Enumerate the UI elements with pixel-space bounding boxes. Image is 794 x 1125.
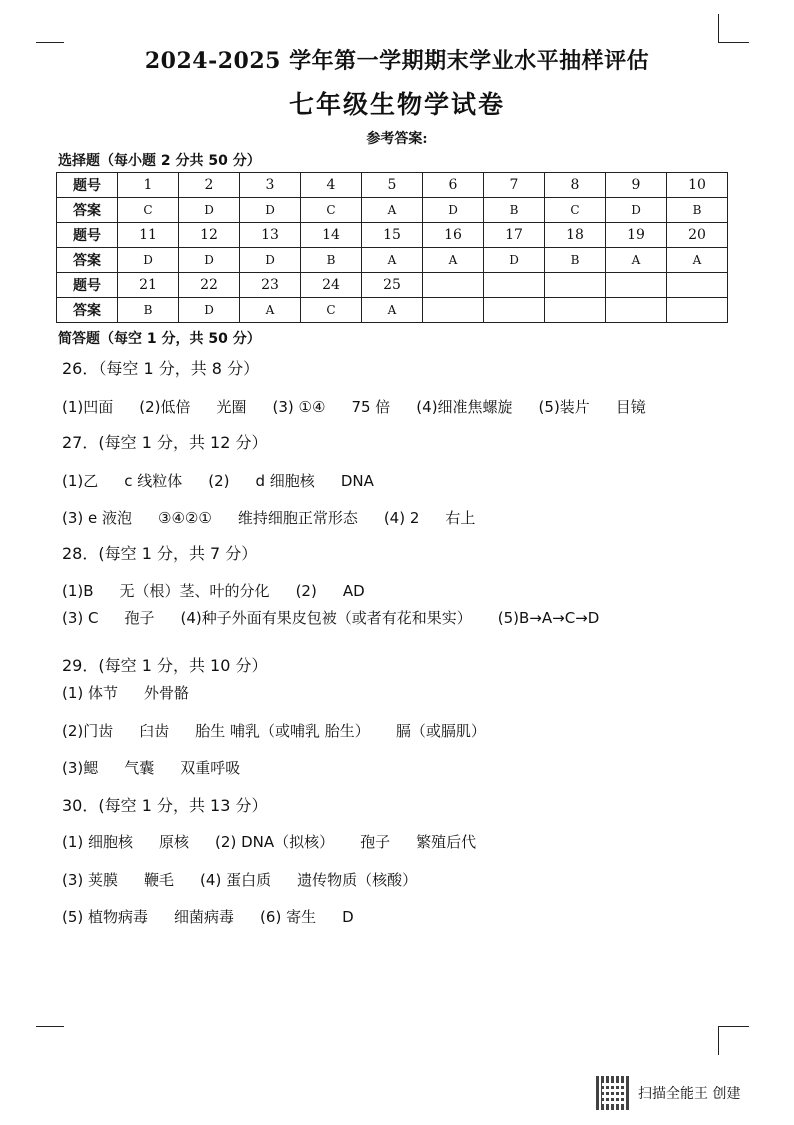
answer-segment: (5)B→A→C→D [497, 609, 600, 627]
question-number-cell: 16 [423, 223, 484, 248]
question-number-cell [423, 273, 484, 298]
row-header: 题号 [57, 223, 118, 248]
answer-cell: A [362, 198, 423, 223]
answer-segment: 原核 [159, 833, 190, 851]
answer-cell: B [667, 198, 728, 223]
answer-cell: D [179, 298, 240, 323]
answer-line [62, 906, 380, 927]
answer-line [62, 757, 266, 778]
answer-segment: (6) 寄生 [260, 908, 317, 926]
question-heading: 29．(每空 1 分，共 10 分） [62, 656, 268, 675]
answer-line [62, 507, 501, 528]
row-header: 答案 [57, 198, 118, 223]
answer-segment: (1) 细胞核 [62, 833, 134, 851]
question-number-cell: 21 [118, 273, 179, 298]
scanner-watermark [596, 1075, 740, 1111]
answer-line [62, 470, 400, 491]
question-number-cell: 4 [301, 173, 362, 198]
answer-segment: 孢子 [360, 833, 391, 851]
question-number-cell: 23 [240, 273, 301, 298]
question-heading: 27．(每空 1 分，共 12 分） [62, 433, 268, 452]
answer-segment: ③④②① [158, 509, 212, 527]
question-number-cell [484, 273, 545, 298]
answer-cell: A [667, 248, 728, 273]
answer-cell: D [240, 248, 301, 273]
table-row [57, 223, 728, 248]
answer-segment: 遗传物质（核酸） [297, 871, 418, 889]
answer-segment: (3) ①④ [272, 398, 326, 416]
question-number-cell: 12 [179, 223, 240, 248]
question-number-cell [667, 273, 728, 298]
table-row [57, 173, 728, 198]
answer-cell: B [118, 298, 179, 323]
answer-segment: AD [342, 582, 365, 600]
answer-segment: c 线粒体 [124, 472, 183, 490]
answer-line [62, 396, 672, 417]
table-row [57, 248, 728, 273]
answer-segment: 外骨骼 [144, 684, 190, 702]
question-number-cell: 20 [667, 223, 728, 248]
answer-segment: 维持细胞正常形态 [237, 509, 358, 527]
answer-segment: (3)鳃 [62, 759, 99, 777]
question-number-cell: 17 [484, 223, 545, 248]
question-number-cell: 5 [362, 173, 423, 198]
question-number-cell: 6 [423, 173, 484, 198]
answer-key-label: 参考答案: [366, 131, 428, 147]
question-number-cell: 9 [606, 173, 667, 198]
answer-line [62, 831, 502, 852]
answer-segment: 细菌病毒 [174, 908, 235, 926]
answer-segment: (3) 荚膜 [62, 871, 119, 889]
answer-segment: 鞭毛 [144, 871, 175, 889]
question-number-cell: 13 [240, 223, 301, 248]
question-heading: 26．（每空 1 分，共 8 分） [62, 359, 260, 378]
question-number-cell: 25 [362, 273, 423, 298]
answer-cell: C [118, 198, 179, 223]
question-number-cell: 11 [118, 223, 179, 248]
answer-segment: (3) C [62, 609, 99, 627]
answer-segment: 双重呼吸 [180, 759, 241, 777]
answer-segment: 膈（或膈肌） [395, 722, 486, 740]
answer-segment: (2)门齿 [62, 722, 114, 740]
answer-segment: (4)种子外面有果皮包被（或者有花和果实） [180, 609, 472, 627]
question-number-cell: 8 [545, 173, 606, 198]
answer-cell: B [301, 248, 362, 273]
question-number-cell: 15 [362, 223, 423, 248]
answer-segment: (5)装片 [538, 398, 590, 416]
corner-mark-top-left [36, 42, 64, 43]
answer-segment: (1) 体节 [62, 684, 119, 702]
answer-cell: A [362, 248, 423, 273]
answer-segment: D [342, 908, 354, 926]
answer-cell: B [484, 198, 545, 223]
answer-segment: (4)细准焦螺旋 [416, 398, 513, 416]
answer-cell [606, 298, 667, 323]
question-number-cell: 24 [301, 273, 362, 298]
question-number-cell [606, 273, 667, 298]
section-short-answer-label: 简答题（每空 1 分，共 50 分） [58, 331, 261, 347]
answer-line [62, 869, 443, 890]
answer-cell: A [362, 298, 423, 323]
exam-title: 2024-2025 学年第一学期期末学业水平抽样评估 [144, 48, 650, 74]
question-number-cell [545, 273, 606, 298]
answer-segment: (4) 2 [383, 509, 420, 527]
answer-cell: A [240, 298, 301, 323]
question-number-cell: 10 [667, 173, 728, 198]
question-number-cell: 22 [179, 273, 240, 298]
exam-subtitle: 七年级生物学试卷 [288, 90, 505, 119]
question-number-cell: 7 [484, 173, 545, 198]
answer-cell: A [606, 248, 667, 273]
answer-cell: A [423, 248, 484, 273]
answer-segment: 繁殖后代 [416, 833, 477, 851]
answer-cell: D [240, 198, 301, 223]
answer-segment: 右上 [445, 509, 476, 527]
answer-cell [484, 298, 545, 323]
answer-segment: (5) 植物病毒 [62, 908, 149, 926]
answer-cell [423, 298, 484, 323]
question-number-cell: 19 [606, 223, 667, 248]
answer-cell: C [301, 298, 362, 323]
question-number-cell: 18 [545, 223, 606, 248]
answer-segment: (2) [295, 582, 317, 600]
answer-cell: C [545, 198, 606, 223]
answer-segment: (2) DNA（拟核） [215, 833, 335, 851]
answer-segment: 光圈 [216, 398, 247, 416]
answer-cell: D [606, 198, 667, 223]
answer-cell: D [423, 198, 484, 223]
answer-segment: 臼齿 [139, 722, 170, 740]
answer-cell [545, 298, 606, 323]
answer-segment: d 细胞核 [255, 472, 315, 490]
answer-segment: (2) [208, 472, 230, 490]
question-heading: 30．(每空 1 分，共 13 分） [62, 796, 268, 815]
answer-line [62, 580, 391, 601]
answer-segment: 孢子 [124, 609, 155, 627]
question-number-cell: 2 [179, 173, 240, 198]
answer-segment: (1)凹面 [62, 398, 114, 416]
answer-line [62, 720, 512, 741]
answer-segment: (1)B [62, 582, 94, 600]
answer-segment: 气囊 [124, 759, 155, 777]
answer-cell: B [545, 248, 606, 273]
answer-segment: 目镜 [615, 398, 646, 416]
row-header: 题号 [57, 173, 118, 198]
answer-cell: D [179, 198, 240, 223]
answer-cell [667, 298, 728, 323]
answer-segment: (4) 蛋白质 [200, 871, 272, 889]
corner-mark-top-right [718, 14, 749, 43]
qr-code-icon [596, 1076, 630, 1110]
answer-segment: 75 倍 [351, 398, 391, 416]
answer-segment: (2)低倍 [139, 398, 191, 416]
question-number-cell: 14 [301, 223, 362, 248]
answer-segment: 胎生 哺乳（或哺乳 胎生） [195, 722, 370, 740]
answer-cell: D [484, 248, 545, 273]
question-heading: 28．(每空 1 分，共 7 分） [62, 544, 258, 563]
answer-cell: D [118, 248, 179, 273]
row-header: 答案 [57, 248, 118, 273]
table-row [57, 298, 728, 323]
row-header: 题号 [57, 273, 118, 298]
answer-line [62, 682, 215, 703]
watermark-text: 扫描全能王 创建 [638, 1086, 741, 1102]
question-number-cell: 1 [118, 173, 179, 198]
answer-table [56, 172, 728, 323]
table-row [57, 273, 728, 298]
answer-segment: 无（根）茎、叶的分化 [119, 582, 270, 600]
section-choice-label: 选择题（每小题 2 分共 50 分） [58, 153, 261, 169]
corner-mark-bottom-left [36, 1026, 64, 1027]
answer-segment: (1)乙 [62, 472, 99, 490]
answer-segment: DNA [340, 472, 374, 490]
table-row [57, 198, 728, 223]
answer-cell: C [301, 198, 362, 223]
answer-cell: D [179, 248, 240, 273]
row-header: 答案 [57, 298, 118, 323]
corner-mark-bottom-right [718, 1026, 749, 1055]
answer-segment: (3) e 液泡 [62, 509, 133, 527]
answer-line [62, 607, 625, 628]
question-number-cell: 3 [240, 173, 301, 198]
